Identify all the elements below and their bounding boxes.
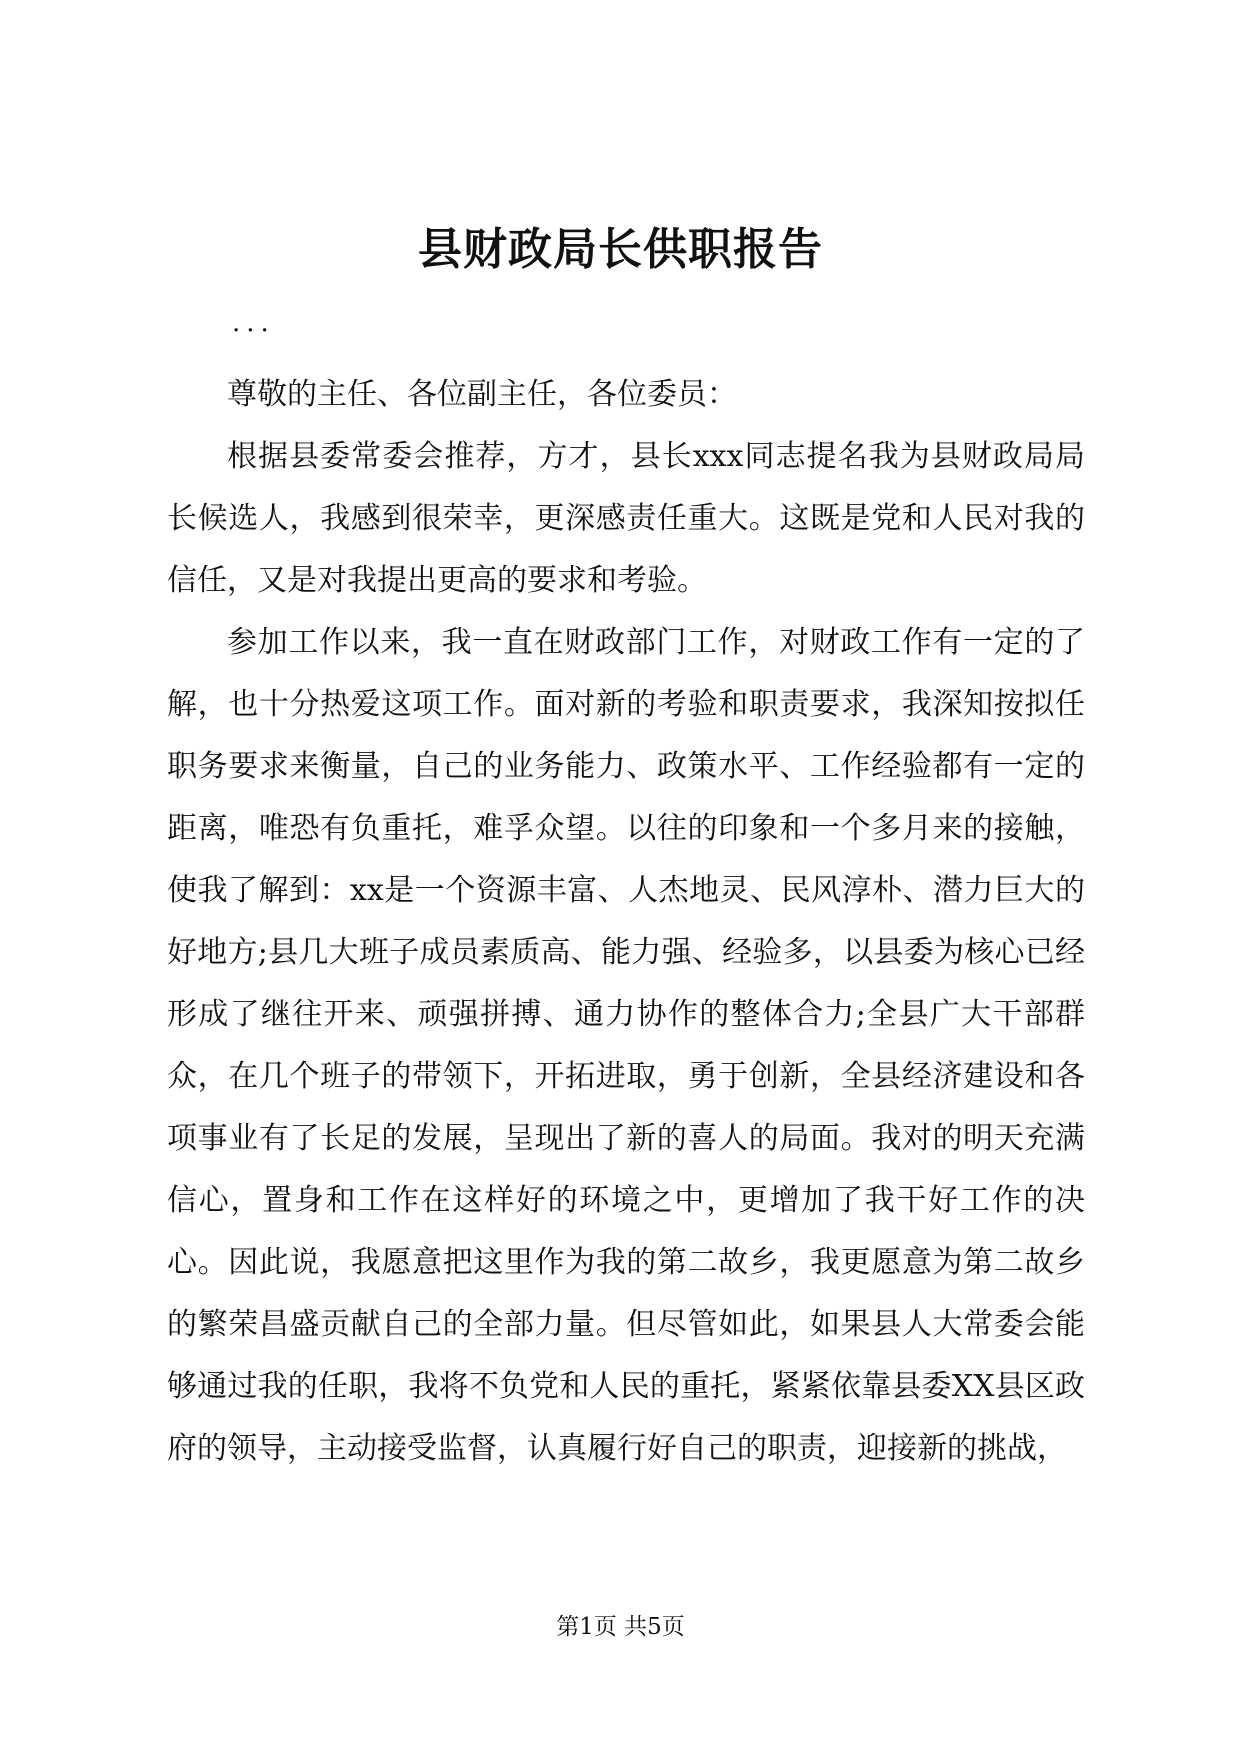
document-body [167,364,1085,1480]
paragraph-nomination: 根据县委常委会推荐，方才，县长xxx同志提名我为县财政局局长候选人，我感到很荣幸，更深感责任重大。这既是党和人民对我的信任，又是对我提出更高的要求和考验。 [167,439,1085,598]
paragraph-experience: 参加工作以来，我一直在财政部门工作，对财政工作有一定的了解，也十分热爱这项工作。面对新的考验和职责要求，我深知按拟任职务要求来衡量，自己的业务能力、政策水平、工作经验都有一定的距离，唯恐有负重托，难孚众望。以往的印象和一个多月来的接触，使我了解到：xx是一个资源丰富、人杰地灵、民风淳朴、潜力巨大的好地方;县几大班子成员素质高、能力强、经验多，以县委为核心已经形成了继往开来、顽强拼搏、通力协作的整体合力;全县广大干部群众，在几个班子的带领下，开拓进取，勇于创新，全县经济建设和各项事业有了长足的发展，呈现出了新的喜人的局面。我对的明天充满信心，置身和工作在这样好的环境之中，更增加了我干好工作的决心。因此说，我愿意把这里作为我的第二故乡，我更愿意为第二故乡的繁荣昌盛贡献自己的全部力量。但尽管如此，如果县人大常委会能够通过我的任职，我将不负党和人民的重托，紧紧依靠县委XX县区政府的领导，主动接受监督，认真履行好自己的职责，迎接新的挑战， [167,625,1085,1466]
document-title: 县财政局长供职报告 [418,224,823,275]
ellipsis-marker: ... [232,308,275,338]
paragraph-salutation: 尊敬的主任、各位副主任，各位委员： [227,377,737,412]
page-number-footer: 第1页 共5页 [556,1614,685,1640]
